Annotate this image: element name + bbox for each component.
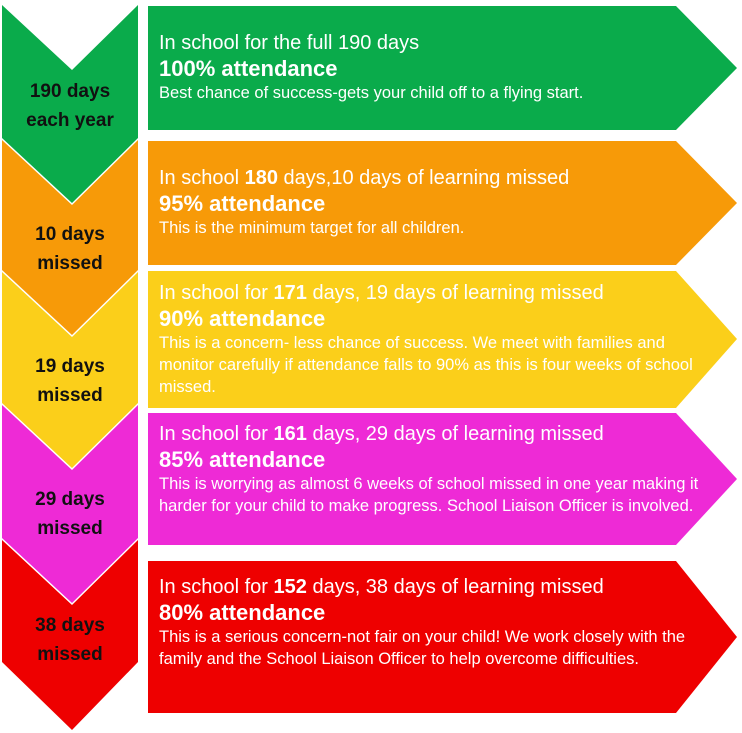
info-box-row-1 [159,30,704,104]
days-in-school-line: In school for 152 days, 38 days of learning missed [159,576,604,598]
days-in-school-line: In school for 161 days, 29 days of learning missed [159,423,604,445]
side-label-line-2: missed [37,518,103,539]
attendance-percentage: 85% attendance [159,447,326,472]
side-label-line-1: 19 days [35,356,105,377]
info-box-row-5 [159,574,704,670]
description: This is worrying as almost 6 weeks of school missed in one year making it harder for your child to make progress. School Liaison Officer is involved. [159,475,699,515]
description: This is the minimum target for all children. [159,219,465,237]
attendance-percentage: 100% attendance [159,56,338,81]
side-label-row-3 [2,352,138,410]
attendance-percentage: 90% attendance [159,306,326,331]
attendance-percentage: 95% attendance [159,191,326,216]
info-box-row-3 [159,280,704,398]
side-label-row-5 [2,611,138,669]
days-in-school-line: In school for the full 190 days [159,32,420,54]
description: This is a concern- less chance of success. We meet with families and monitor carefully if attendance falls to 90% as this is four weeks of school missed. [159,334,693,396]
side-label-line-2: missed [37,253,103,274]
attendance-percentage: 80% attendance [159,600,326,625]
info-box-row-2 [159,165,704,239]
days-in-school-line: In school for 171 days, 19 days of learning missed [159,282,604,304]
days-in-school-line: In school 180 days,10 days of learning missed [159,167,570,189]
side-label-line-2: missed [37,644,103,665]
description: This is a serious concern-not fair on your child! We work closely with the family and the School Liaison Officer to help overcome difficulties. [159,628,686,668]
side-label-line-1: 190 days [29,81,111,102]
side-label-line-1: 38 days [35,615,105,636]
description: Best chance of success-gets your child off to a flying start. [159,84,584,102]
side-label-line-1: 29 days [35,489,105,510]
side-label-line-2: each year [26,110,114,131]
side-label-row-4 [2,485,138,543]
info-box-row-4 [159,421,704,517]
side-label-row-2 [2,220,138,278]
side-label-line-2: missed [37,385,103,406]
side-label-row-1 [2,77,138,135]
side-label-line-1: 10 days [35,224,105,245]
